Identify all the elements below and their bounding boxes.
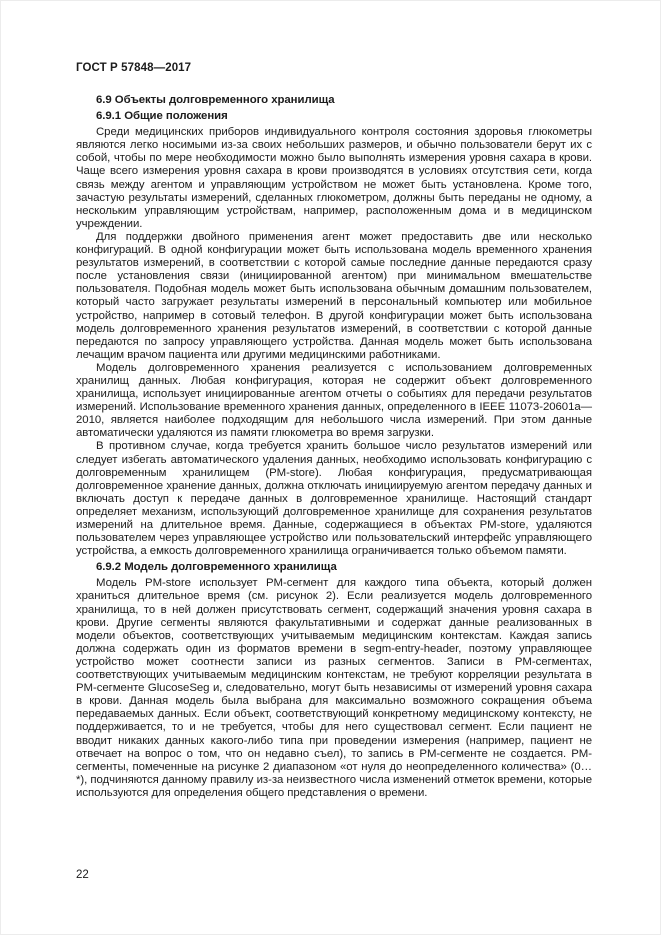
paragraph: В противном случае, когда требуется хранить большое число результатов измерений или следует избегать автоматического удаления данных, необходимо использовать конфигурацию с долговременным хранилищем (PM-store). Любая конфигурация, предусматривающая долговременное хранение данных, должна отключать инициируемую агентом передачу данных и включать доступ к передаче данных в долговременное хранилище. Настоящий стандарт определяет механизм, использующий долговременное хранилище для сохранения результатов измерений на длительное время. Данные, содержащиеся в объектах PM-store, удаляются пользователем через управляющее устройство или пользовательский интерфейс управляющего устройства, а емкость долговременного хранилища ограничивается только объемом памяти. — [76, 440, 592, 558]
section-heading-6-9-2: 6.9.2 Модель долговременного хранилища — [96, 561, 337, 574]
section-heading-6-9: 6.9 Объекты долговременного хранилища — [96, 94, 335, 106]
paragraph: Среди медицинских приборов индивидуального контроля состояния здоровья глюкометры являются легко носимыми из-за своих небольших размеров, и обычно пользователи берут их с собой, чтобы по мере необходимости можно было выполнять измерения уровня сахара в крови. Чаще всего измерения уровня сахара в крови производятся в условиях отсутствия сети, когда связь между агентом и управляющим устройством не может быть установлена. Кроме того, зачастую результаты измерений, сделанных глюкометром, должны быть переданы не одному, а нескольким управляющим устройствам, например, расположенным дома и в медицинском учреждении. — [76, 126, 592, 230]
paragraph: Для поддержки двойного применения агент может предоставить две или несколько конфигураций. В одной конфигурации может быть использована модель временного хранения результатов измерений, в соответствии с которой самые последние данные передаются сразу после установления связи (инициированной агентом) при минимальном вмешательстве пользователя. Подобная модель может быть использована обычным домашним пользователем, который часто загружает результаты измерений в персональный компьютер или мобильное устройство, например в сотовый телефон. В другой конфигурации может быть использована модель долговременного хранения результатов измерений, в соответствии с которой данные передаются по запросу управляющего устройства. Данная модель может быть использована лечащим врачом пациента или другими медицинскими работниками. — [76, 230, 592, 361]
paragraph: Модель PM-store использует PM-сегмент для каждого типа объекта, который должен храниться длительное время (см. рисунок 2). Если реализуется модель долговременного хранилища, то в ней должен присутствовать сегмент, содержащий значения уровня сахара в крови. Другие сегменты являются факультативными и содержат данные реализованных в модели объектов, соответствующих учитываемым медицинским контекстам. Каждая запись должна содержать один из форматов времени в segm-entry-header, поэтому управляющее устройство может соотнести записи из разных сегментов. Записи в PM-сегментах, соответствующих учитываемым медицинским контекстам, не требуют корреляции результата в PM-сегменте GlucoseSeg и, следовательно, могут быть независимы от измерений уровня сахара в крови. Данная модель была выбрана для максимально возможного сокращения объема передаваемых данных. Если объект, соответствующий конкретному медицинскому контексту, не поддерживается, то и не требуется, чтобы для него существовал сегмент. Если пациент не вводит никаких данных какого-либо типа при проведении измерения (например, пациент не отвечает на вопрос о том, что он недавно съел), то запись в PM-сегменте не создается. PM-сегменты, помеченные на рисунке 2 диапазоном «от нуля до неопределенного количества» (0…*), подчиняются данному правилу из-за неизвестного числа изменений отметок времени, которые используются для определения общего представления о времени. — [76, 577, 592, 799]
page-number: 22 — [76, 869, 89, 881]
section-heading-6-9-1: 6.9.1 Общие положения — [96, 110, 228, 123]
document-code-header: ГОСТ Р 57848—2017 — [76, 62, 192, 74]
document-body — [76, 91, 592, 800]
paragraph: Модель долговременного хранения реализуется с использованием долговременных хранилищ данных. Любая конфигурация, которая не содержит объект долговременного хранилища, использует инициированные агентом отчеты о событиях для передачи результатов измерений. Использование временного хранения данных, определенного в IEEE 11073-20601a—2010, является наиболее подходящим для небольшого числа измерений. При этом данные автоматически удаляются из памяти глюкометра во время загрузки. — [76, 361, 592, 440]
